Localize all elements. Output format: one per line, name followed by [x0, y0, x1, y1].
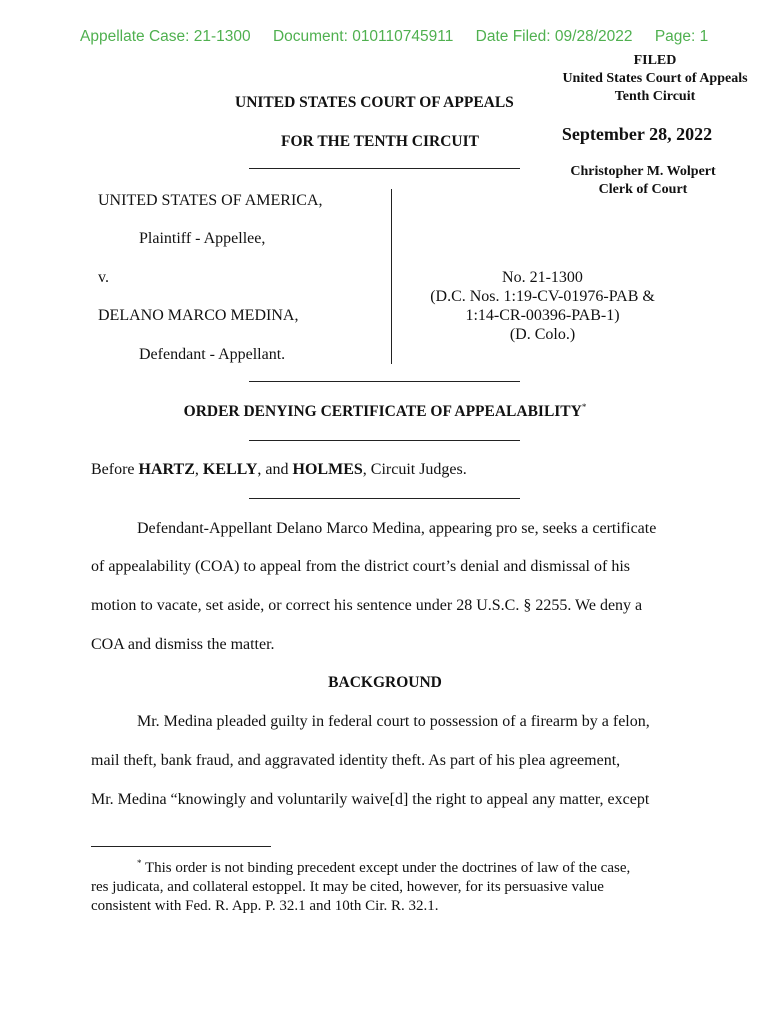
panel-line: [91, 461, 467, 479]
panel-sep: , and: [257, 461, 293, 478]
body-line: of appealability (COA) to appeal from the district court’s denial and dismissal of his: [91, 558, 630, 575]
clerk-block: [548, 163, 738, 199]
filed-court: United States Court of Appeals: [562, 71, 748, 86]
body-line: Mr. Medina “knowingly and voluntarily waive[d] the right to appeal any matter, except: [91, 791, 650, 808]
district: (D. Colo.): [509, 326, 576, 343]
filed-block: [550, 52, 760, 106]
body-line: COA and dismiss the matter.: [91, 636, 275, 653]
footnote-line: [91, 854, 691, 878]
dc-numbers-line2: 1:14-CR-00396-PAB-1): [465, 307, 620, 324]
clerk-title: Clerk of Court: [598, 182, 688, 197]
footnote-mark: *: [137, 858, 142, 868]
order-title: [0, 402, 770, 421]
judge-hartz: HARTZ: [138, 461, 195, 478]
footnote-rule: [91, 846, 271, 847]
footnote-text: This order is not binding precedent except under the doctrines of law of the case,: [141, 860, 631, 876]
body-line: Mr. Medina pleaded guilty in federal court to possession of a firearm by a felon,: [137, 713, 650, 730]
circuit-title: FOR THE TENTH CIRCUIT: [281, 133, 479, 150]
divider-rule: [249, 381, 520, 382]
versus: v.: [98, 269, 109, 286]
stamp-document: Document: 010110745911: [272, 28, 454, 45]
plaintiff-role: Plaintiff - Appellee,: [139, 230, 266, 247]
filing-stamp-header: [80, 28, 726, 46]
judge-holmes: HOLMES: [292, 461, 363, 478]
stamp-date-filed: Date Filed: 09/28/2022: [475, 28, 633, 45]
section-heading: BACKGROUND: [328, 674, 442, 691]
case-info: [415, 268, 670, 344]
court-title: UNITED STATES COURT OF APPEALS: [235, 94, 514, 111]
body-line: Defendant-Appellant Delano Marco Medina, appearing pro se, seeks a certificate: [137, 520, 657, 537]
defendant-role: Defendant - Appellant.: [139, 346, 286, 363]
clerk-name: Christopher M. Wolpert: [570, 164, 716, 179]
footnote-ref: *: [581, 402, 587, 412]
filed-label: FILED: [633, 53, 677, 68]
panel-sep: ,: [194, 461, 203, 478]
panel-suffix: , Circuit Judges.: [362, 461, 467, 478]
judge-kelly: KELLY: [202, 461, 258, 478]
case-number: No. 21-1300: [502, 269, 583, 286]
caption-divider: [391, 189, 392, 364]
filed-circuit: Tenth Circuit: [614, 89, 696, 104]
defendant-name: DELANO MARCO MEDINA,: [98, 307, 299, 324]
divider-rule: [249, 168, 520, 169]
footnote: [91, 854, 691, 916]
footnote-line: consistent with Fed. R. App. P. 32.1 and 10th Cir. R. 32.1.: [91, 898, 439, 914]
body-line: mail theft, bank fraud, and aggravated identity theft. As part of his plea agreement,: [91, 752, 621, 769]
stamp-page: Page: 1: [654, 28, 709, 45]
stamp-case: Appellate Case: 21-1300: [80, 28, 251, 45]
plaintiff-name: UNITED STATES OF AMERICA,: [98, 192, 323, 209]
filed-date: September 28, 2022: [561, 124, 713, 144]
divider-rule: [249, 440, 520, 441]
divider-rule: [249, 498, 520, 499]
order-title-text: ORDER DENYING CERTIFICATE OF APPEALABILITY: [183, 403, 582, 421]
panel-prefix: Before: [91, 461, 139, 478]
footnote-line: res judicata, and collateral estoppel. It may be cited, however, for its persuasive value: [91, 879, 604, 895]
body-line: motion to vacate, set aside, or correct his sentence under 28 U.S.C. § 2255. We deny a: [91, 597, 643, 614]
dc-numbers-line1: (D.C. Nos. 1:19-CV-01976-PAB &: [430, 288, 655, 305]
